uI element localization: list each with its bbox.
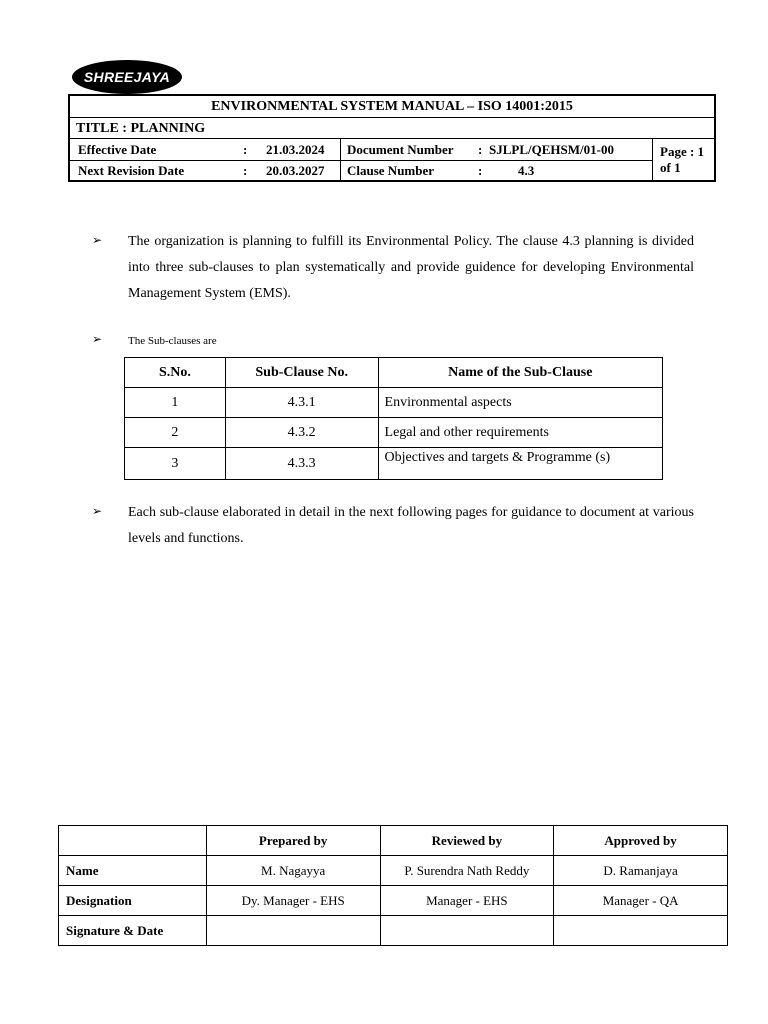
arrow-bullet-icon: ➢ xyxy=(92,504,103,518)
column-header: Sub-Clause No. xyxy=(225,358,378,388)
subclauses-intro-text: The Sub-clauses are xyxy=(128,335,217,347)
document-number-label: Document Number xyxy=(347,142,454,157)
signoff-header-row xyxy=(59,826,728,856)
signoff-designation-row xyxy=(59,886,728,916)
signoff-name-row xyxy=(59,856,728,886)
cell-sno: 2 xyxy=(125,418,226,448)
arrow-bullet-icon: ➢ xyxy=(92,332,103,346)
manual-title: ENVIRONMENTAL SYSTEM MANUAL – ISO 14001:2015 xyxy=(70,96,714,118)
page-number xyxy=(660,144,704,176)
cell-subclause-no: 4.3.3 xyxy=(225,448,378,480)
section-title: TITLE : PLANNING xyxy=(70,118,714,139)
page-line-2: of 1 xyxy=(660,160,681,175)
empty-header-cell xyxy=(59,826,207,856)
document-header xyxy=(68,94,716,182)
elaboration-text: Each sub-clause elaborated in detail in the next following pages for guidance to document at various levels and functions. xyxy=(128,505,694,546)
reviewed-by-signature xyxy=(380,916,554,946)
reviewed-by-header: Reviewed by xyxy=(380,826,554,856)
colon: : xyxy=(243,142,248,157)
effective-date-label: Effective Date xyxy=(78,142,157,157)
reviewed-by-name: P. Surendra Nath Reddy xyxy=(380,856,554,886)
cell-subclause-name: Environmental aspects xyxy=(378,388,662,418)
signoff-signature-row xyxy=(59,916,728,946)
cell-subclause-no: 4.3.2 xyxy=(225,418,378,448)
colon: : xyxy=(478,142,483,157)
colon: : xyxy=(478,163,483,178)
next-revision-label: Next Revision Date xyxy=(78,163,185,178)
page-line-1: Page : 1 xyxy=(660,144,705,159)
signoff-table xyxy=(58,825,728,946)
table-row xyxy=(125,448,663,480)
approved-by-name: D. Ramanjaya xyxy=(554,856,728,886)
effective-date-value: 21.03.2024 xyxy=(266,142,325,157)
clause-number-label: Clause Number xyxy=(347,163,435,178)
approved-by-designation: Manager - QA xyxy=(554,886,728,916)
prepared-by-name: M. Nagayya xyxy=(206,856,380,886)
approved-by-signature xyxy=(554,916,728,946)
cell-subclause-no: 4.3.1 xyxy=(225,388,378,418)
approved-by-header: Approved by xyxy=(554,826,728,856)
next-revision-value: 20.03.2027 xyxy=(266,163,325,178)
intro-text: The organization is planning to fulfill its Environmental Policy. The clause 4.3 planning is divided into three sub-clauses to plan systematically and provide guidence for developing Environmental Management System (EMS). xyxy=(128,234,694,301)
cell-subclause-name: Objectives and targets & Programme (s) xyxy=(378,448,662,480)
row-label: Signature & Date xyxy=(59,916,207,946)
document-number-value: SJLPL/QEHSM/01-00 xyxy=(489,142,614,157)
row-label: Name xyxy=(59,856,207,886)
prepared-by-header: Prepared by xyxy=(206,826,380,856)
column-header: S.No. xyxy=(125,358,226,388)
row-label: Designation xyxy=(59,886,207,916)
cell-subclause-name: Legal and other requirements xyxy=(378,418,662,448)
cell-sno: 3 xyxy=(125,448,226,480)
arrow-bullet-icon: ➢ xyxy=(92,233,103,247)
reviewed-by-designation: Manager - EHS xyxy=(380,886,554,916)
table-header-row xyxy=(125,358,663,388)
prepared-by-designation: Dy. Manager - EHS xyxy=(206,886,380,916)
column-header: Name of the Sub-Clause xyxy=(378,358,662,388)
cell-sno: 1 xyxy=(125,388,226,418)
table-row xyxy=(125,388,663,418)
table-row xyxy=(125,418,663,448)
colon: : xyxy=(243,163,248,178)
logo-text: SHREEJAYA xyxy=(83,69,171,85)
prepared-by-signature xyxy=(206,916,380,946)
company-logo xyxy=(72,60,182,94)
clause-number-value: 4.3 xyxy=(518,163,535,178)
subclause-table xyxy=(124,357,663,480)
